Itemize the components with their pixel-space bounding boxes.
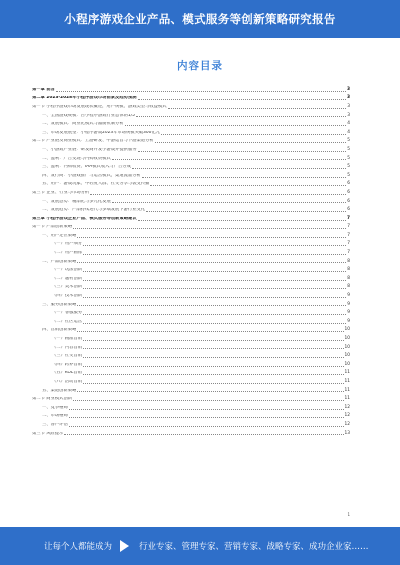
toc-entry-text: 五、用户：游戏玩家、中轻度人群、社交分享与裂变传播 (42, 182, 150, 187)
toc-entry-page: 12 (344, 404, 350, 410)
toc-entry-page: 10 (344, 353, 350, 359)
toc-entry-page: 6 (347, 181, 350, 187)
toc-leader-dots (83, 323, 346, 324)
arrow-right-icon (120, 540, 129, 552)
toc-entry[interactable] (32, 385, 350, 394)
toc-entry[interactable] (32, 213, 350, 222)
toc-leader-dots (83, 297, 346, 298)
toc-leader-dots (64, 434, 343, 435)
toc-entry-page: 7 (347, 232, 350, 238)
toc-entry-page: 7 (347, 224, 350, 230)
toc-entry[interactable] (32, 230, 350, 239)
toc-entry-text: 第三节 风险提示 (32, 431, 64, 436)
toc-leader-dots (83, 374, 344, 375)
toc-entry-page: 10 (344, 336, 350, 342)
toc-entry[interactable] (32, 411, 350, 420)
toc-entry[interactable] (32, 170, 350, 179)
toc-entry-text: 一、小游戏产业链：研发商开发小游戏并提供服务 (42, 147, 137, 152)
toc-entry[interactable] (32, 144, 350, 153)
toc-entry-page: 5 (347, 172, 350, 178)
toc-entry[interactable] (32, 325, 350, 334)
toc-leader-dots (83, 348, 343, 349)
toc-entry-page: 9 (347, 301, 350, 307)
toc-entry-text: 二、产品创新策略 (42, 259, 77, 264)
toc-entry-text: 一、全国游戏规模：占小程序游戏行业总体的1/5 (42, 113, 135, 118)
toc-leader-dots (73, 228, 346, 229)
toc-entry[interactable] (32, 93, 350, 102)
toc-leader-dots (146, 211, 346, 212)
toc-entry-page: 13 (344, 430, 350, 436)
toc-entry[interactable] (32, 136, 350, 145)
report-header (0, 0, 400, 38)
toc-entry-page: 11 (344, 378, 350, 384)
toc-entry[interactable] (32, 204, 350, 213)
toc-entry[interactable] (32, 264, 350, 273)
toc-entry[interactable] (32, 256, 350, 265)
toc-entry-page: 12 (344, 413, 350, 419)
toc-leader-dots (83, 340, 343, 341)
toc-leader-dots (83, 314, 346, 315)
toc-entry-text: 二、盈利：广告变现与内购收费模式 (42, 156, 111, 161)
toc-entry-page: 7 (347, 241, 350, 247)
toc-entry[interactable] (32, 376, 350, 385)
toc-entry[interactable] (32, 282, 350, 291)
toc-entry[interactable] (32, 179, 350, 188)
toc-entry-text: 一、用户定位策略 (42, 233, 77, 238)
toc-entry[interactable] (32, 153, 350, 162)
toc-entry-page: 11 (344, 387, 350, 393)
toc-entry[interactable] (32, 161, 350, 170)
toc-leader-dots (83, 245, 346, 246)
toc-entry-page: 7 (347, 250, 350, 256)
toc-entry-text: （四）技术创新 (52, 294, 83, 299)
toc-entry-page: 3 (347, 103, 350, 109)
toc-entry[interactable] (32, 368, 350, 377)
toc-leader-dots (90, 194, 346, 195)
toc-entry-page: 4 (347, 129, 350, 135)
toc-entry-text: 三、盈利：内购收费、IAA模式收入与广告分成 (42, 165, 131, 170)
toc-entry[interactable] (32, 239, 350, 248)
report-footer (0, 527, 400, 565)
toc-entry[interactable] (32, 247, 350, 256)
toc-entry-text: 二、发展模式：商业化模式与激励机制分析 (42, 122, 124, 127)
toc-entry-page: 8 (347, 267, 350, 273)
toc-entry-text: 第三章 小程序游戏企业产品、模式服务等创新策略建议 (32, 216, 137, 221)
toc-leader-dots (112, 159, 347, 160)
toc-entry-text: 第一节 小程序游戏市场发展现状概述，用户规模、游戏类型与收益模式 (32, 104, 167, 109)
footer-slogan-right: 行业专家、管理专家、营销专家、战略专家、成功企业家…… (139, 542, 369, 552)
toc-entry-page: 10 (344, 344, 350, 350)
toc-entry[interactable] (32, 350, 350, 359)
toc-entry-text: 第二节 商业模式创新 (32, 397, 73, 402)
toc-entry-page: 3 (347, 86, 350, 92)
toc-entry[interactable] (32, 273, 350, 282)
toc-entry[interactable] (32, 127, 350, 136)
toc-leader-dots (77, 391, 343, 392)
toc-entry-text: 四、营销创新策略 (42, 328, 77, 333)
toc-entry-text: （三）美术创新 (52, 285, 83, 290)
toc-leader-dots (155, 142, 347, 143)
toc-entry-text: （五）KOL营销 (52, 371, 82, 376)
toc-entry-page: 3 (347, 95, 350, 101)
toc-entry[interactable] (32, 187, 350, 196)
toc-entry-text: （二）社区运营 (52, 319, 83, 324)
toc-entry-page: 9 (347, 310, 350, 316)
table-of-contents (32, 84, 350, 436)
toc-entry-text: （一）玩法创新 (52, 268, 83, 273)
toc-entry[interactable] (32, 359, 350, 368)
toc-leader-dots (125, 125, 347, 126)
toc-leader-dots (138, 220, 346, 221)
toc-leader-dots (73, 400, 343, 401)
toc-entry-text: 第三节 企业、行业与市场分析 (32, 190, 90, 195)
toc-entry[interactable] (32, 402, 350, 411)
toc-entry[interactable] (32, 342, 350, 351)
toc-leader-dots (77, 331, 343, 332)
toc-leader-dots (77, 262, 346, 263)
toc-entry-text: 一、竞争格局 (42, 405, 68, 410)
toc-entry[interactable] (32, 118, 350, 127)
toc-entry-page: 8 (347, 258, 350, 264)
toc-entry[interactable] (32, 110, 350, 119)
toc-entry-text: 五、渠道创新策略 (42, 388, 77, 393)
toc-entry-text: 第二章 2023-2028年小程序游戏市场前景及趋势预测 (32, 96, 137, 101)
toc-leader-dots (136, 116, 346, 117)
toc-entry[interactable] (32, 316, 350, 325)
toc-entry-text: （四）跨界营销 (52, 362, 83, 367)
toc-entry-text: （一）用户细分 (52, 242, 83, 247)
toc-entry-page: 6 (347, 189, 350, 195)
toc-leader-dots (83, 254, 346, 255)
footer-slogan-left: 让每个人都能成为 (44, 542, 113, 552)
toc-leader-dots (83, 271, 346, 272)
toc-leader-dots (168, 108, 347, 109)
toc-entry-text: 二、市场格局 (42, 414, 68, 419)
toc-leader-dots (77, 305, 346, 306)
toc-entry-text: 三、服务创新策略 (42, 302, 77, 307)
toc-leader-dots (138, 151, 347, 152)
toc-entry-page: 8 (347, 275, 350, 281)
toc-leader-dots (83, 383, 343, 384)
toc-leader-dots (132, 168, 346, 169)
toc-entry-page: 11 (344, 370, 350, 376)
toc-leader-dots (83, 280, 346, 281)
toc-entry-page: 3 (347, 112, 350, 118)
toc-entry-page: 10 (344, 361, 350, 367)
toc-leader-dots (142, 177, 346, 178)
toc-entry-page: 11 (344, 396, 350, 402)
toc-entry-page: 5 (347, 155, 350, 161)
toc-leader-dots (161, 134, 346, 135)
toc-entry-text: 一、发展态势：精品化与多元化发展 (42, 199, 111, 204)
toc-entry-page: 9 (347, 318, 350, 324)
toc-entry[interactable] (32, 196, 350, 205)
toc-entry-page: 6 (347, 207, 350, 213)
toc-entry-text: 第一章 前言 (32, 87, 55, 92)
toc-entry-page: 6 (347, 198, 350, 204)
toc-entry-page: 5 (347, 146, 350, 152)
toc-entry-text: （一）客服服务 (52, 311, 83, 316)
report-title: 小程序游戏企业产品、模式服务等创新策略研究报告 (64, 12, 336, 26)
toc-entry[interactable] (32, 84, 350, 93)
toc-entry-page: 4 (347, 121, 350, 127)
toc-entry-page: 9 (347, 293, 350, 299)
toc-entry-text: （二）题材创新 (52, 276, 83, 281)
toc-entry-page: 5 (347, 164, 350, 170)
toc-entry-text: （三）社交营销 (52, 354, 83, 359)
toc-entry-text: 四、发行商：小游戏推广与运营模式，渠道流量分析 (42, 173, 141, 178)
toc-leader-dots (83, 357, 343, 358)
toc-entry-page: 5 (347, 138, 350, 144)
toc-leader-dots (77, 237, 346, 238)
toc-entry-text: 三、市场发展展望：小程序游戏2023年市场规模突破300亿元 (42, 130, 160, 135)
toc-entry-page: 12 (344, 421, 350, 427)
toc-entry[interactable] (32, 290, 350, 299)
toc-entry-page: 8 (347, 284, 350, 290)
toc-entry[interactable] (32, 299, 350, 308)
toc-leader-dots (69, 409, 344, 410)
toc-entry[interactable] (32, 393, 350, 402)
toc-leader-dots (69, 417, 344, 418)
toc-entry-page: 7 (347, 215, 350, 221)
toc-heading: 内容目录 (177, 60, 223, 72)
toc-leader-dots (83, 288, 346, 289)
toc-entry[interactable] (32, 428, 350, 437)
toc-entry-text: 二、发展趋势：产品持续迭代与多端发展下游行业变化 (42, 208, 146, 213)
toc-entry-page: 10 (344, 327, 350, 333)
toc-leader-dots (83, 366, 343, 367)
page-number: 1 (347, 512, 350, 517)
toc-leader-dots (138, 99, 346, 100)
toc-entry-text: （六）活动营销 (52, 379, 83, 384)
toc-entry-text: （一）精准营销 (52, 337, 83, 342)
toc-leader-dots (56, 91, 346, 92)
toc-entry-text: 第二节 产业链及商业模式：上游研发、中游运营与下游渠道分析 (32, 139, 154, 144)
toc-entry[interactable] (32, 222, 350, 231)
toc-leader-dots (150, 185, 346, 186)
toc-entry-text: 三、客户评估 (42, 422, 68, 427)
toc-entry[interactable] (32, 419, 350, 428)
toc-leader-dots (112, 202, 347, 203)
toc-entry[interactable] (32, 101, 350, 110)
toc-entry-text: （二）用户画像 (52, 251, 83, 256)
toc-entry[interactable] (32, 307, 350, 316)
toc-leader-dots (69, 426, 344, 427)
toc-entry-text: 第一节 产品创新策略 (32, 225, 73, 230)
toc-entry[interactable] (32, 333, 350, 342)
toc-entry-text: （二）内容营销 (52, 345, 83, 350)
